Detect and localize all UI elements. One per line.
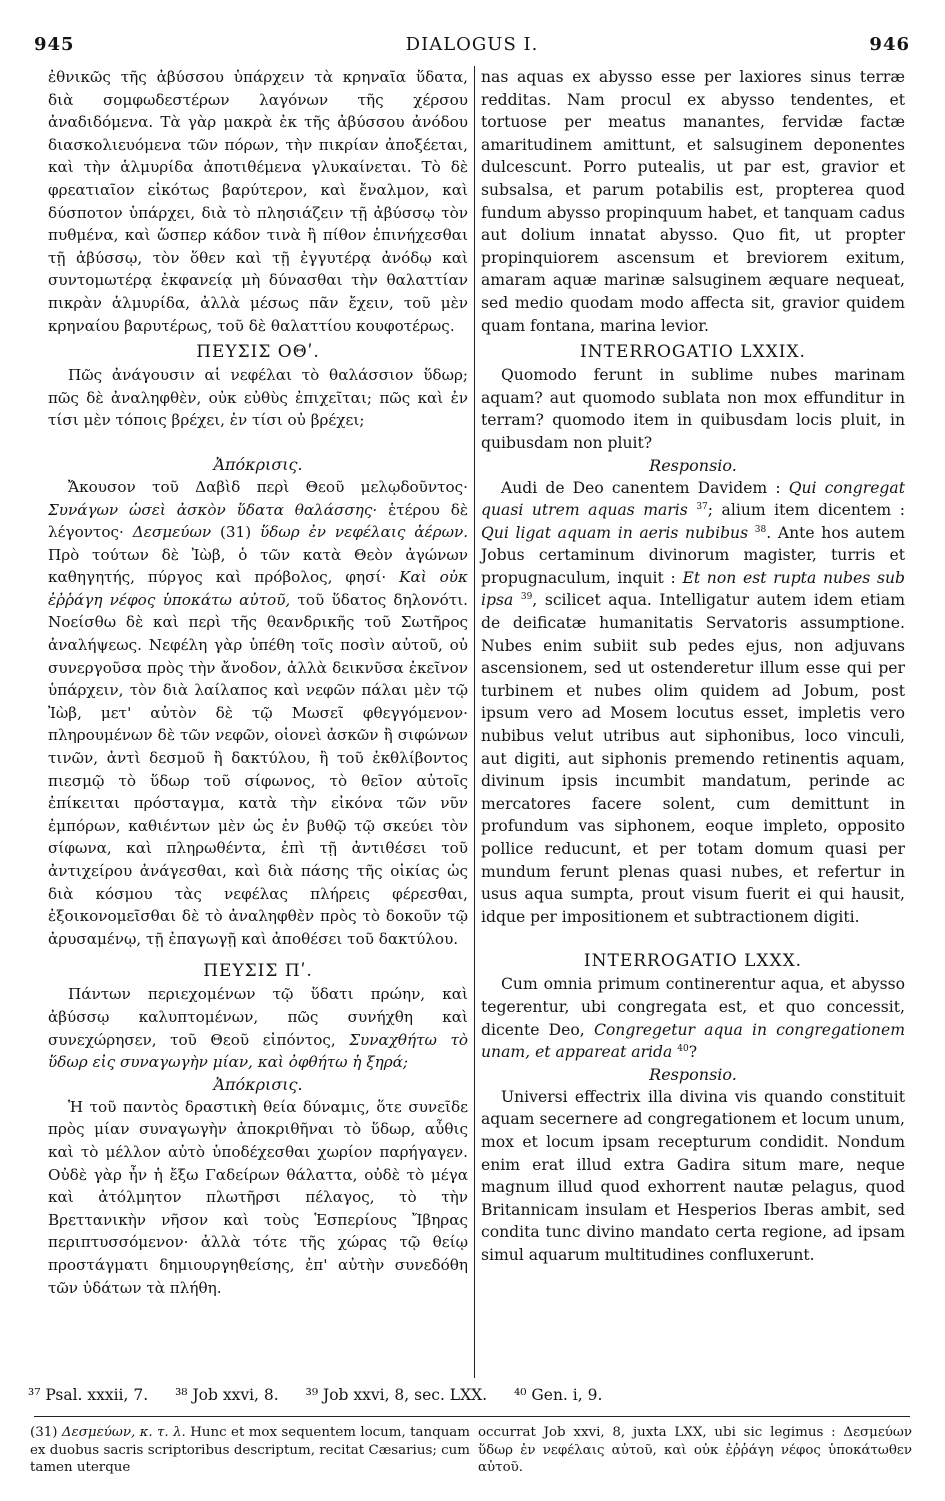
greek-response-79: Ἄκουσον τοῦ Δαβὶδ περὶ Θεοῦ μελῳδοῦντος· Συνάγων ὡσεὶ ἀσκὸν ὕδατα θαλάσσης· ἑτέρου δὲ λέγοντος· Δεσμεύων (31) ὕδωρ ἐν νεφέλαις ἀέρων. Πρὸ τούτων δὲ Ἰὼβ, ὁ τῶν κατὰ Θεὸν ἀγώνων καθηγητής, πύργος καὶ πρόβολος, φησί· Καὶ οὐκ ἐῤῥάγη νέφος ὑποκάτω αὐτοῦ, τοῦ ὕδατος δηλονότι. Νοείσθω δὲ καὶ περὶ τῆς θεανδρικῆς τοῦ Σωτῆρος ἀναλήψεως. Νεφέλη γὰρ ὑπέθη τοῖς ποσὶν αὐτοῦ, οὐ συνεργοῦσα πρὸς τὴν ἄνοδον, ἀλλὰ δεικνῦσα ἐκεῖνον ὑπάρχειν, τὸν διὰ λαίλαπος καὶ νεφῶν πάλαι μὲν τῷ Ἰὼβ, μετ' αὐτὸν δὲ τῷ Μωσεῖ φθεγγόμενον· πληρουμένων δὲ τῶν νεφῶν, οἱονεὶ ἀσκῶν ἢ σιφώνων τινῶν, ἀντὶ δεσμοῦ ἢ δακτύλου, ἢ τοῦ ἐκθλίβοντος πιεσμῷ τὸ ὕδωρ τοῦ σίφωνος, τὸ θεῖον αὐτοῖς ἐπίκειται πρόσταγμα, κατὰ τὴν εἰκόνα τῶν νῦν ἐμπόρων, καθιέντων μὲν ὡς ἐν βυθῷ τῷ σκεύει τὸν σίφωνα, καὶ πληρωθέντα, ἐπὶ τῇ ἀντιθέσει τοῦ ἀντιχείρου ἀνάγεσθαι, καὶ διὰ πάσης τῆς οἰκίας ὡς διὰ κόσμου τὰς νεφέλας πλήρεις φέρεσθαι, ἐξοικονομεῖσθαι δὲ τὸ ἀναληφθὲν πρὸς τὸ δοκοῦν τῷ ἀρυσαμένῳ, τῇ ἐπαγωγῇ καὶ ἀποθέσει τοῦ δακτύλου. [48, 477, 469, 948]
footnote-ref-37: 37 [696, 501, 708, 512]
latin-question-80: Cum omnia primum continerentur aqua, et abysso tegerentur, ubi congregata est, et quo concessit, dicente Deo, Congregetur aqua in congregationem unam, et appareat arida $^{40}$? [481, 975, 905, 1062]
note-text: Hunc et mox sequentem locum, tanquam ex duobus sacris scriptoribus descriptum, recitat Cæsarius; cum tamen uterque [30, 1425, 470, 1475]
note-text-continued: occurrat Job xxvi, 8, juxta LXX, ubi sic legimus : [478, 1425, 836, 1440]
note-greek-quote: Δεσμεύων ὕδωρ ἐν νεφέλαις αὐτοῦ, καὶ οὐκ ἐῤῥάγη νέφος ὑποκάτωθεν αὐτοῦ. [478, 1425, 912, 1475]
latin-column [481, 66, 905, 1267]
greek-question-80-heading: ΠΕΥΣΙΣ Πʹ. [203, 961, 313, 982]
footnote-38: ³⁸ Job xxvi, 8. [175, 1386, 279, 1404]
page-number-left: 945 [34, 34, 75, 55]
scripture-footnotes [28, 1386, 918, 1404]
note-lemma: Δεσμεύων, κ. τ. λ. [61, 1425, 186, 1440]
footnote-39: ³⁹ Job xxvi, 8, sec. LXX. [305, 1386, 488, 1404]
greek-question-79: Πῶς ἀνάγουσιν αἱ νεφέλαι τὸ θαλάσσιον ὕδωρ; πῶς δὲ ἀναληφθὲν, οὐκ εὐθὺς ἐπιχεῖται; πῶς καὶ ἐν τίσι μὲν τόποις βρέχει, ἐν τίσι οὐ βρέχει; [48, 366, 468, 430]
greek-question-79-heading: ΠΕΥΣΙΣ ΟΘʹ. [196, 342, 320, 363]
greek-question-80: Πάντων περιεχομένων τῷ ὕδατι πρώην, καὶ ἀβύσσῳ καλυπτομένων, πῶς συνήχθη καὶ συνεχώρησεν, τοῦ Θεοῦ εἰπόντος, Συναχθήτω τὸ ὕδωρ εἰς συναγωγὴν μίαν, καὶ ὀφθήτω ἡ ξηρά; [48, 985, 468, 1072]
latin-question-79-heading: INTERROGATIO LXXIX. [580, 342, 806, 363]
latin-response-79: Audi de Deo canentem Davidem : Qui congregat quasi utrem aquas maris $^{37}$; alium item dicentem : Qui ligat aquam in aeris nubibus $^{38}$. Ante hos autem Jobus certaminum divinorum magister, turris et propugnaculum, inquit : Et non est rupta nubes sub ipsa $^{39}$, scilicet aqua. Intelligatur autem idem etiam de deificatæ humanitatis Servatoris assumptione. Nubes enim subiit sub pedes ejus, non adjuvans ascensionem, sed ut ostenderetur illum esse qui per turbinem et nubes olim quidem ad Jobum, post ipsum vero ad Mosem locutus esset, impletis vero nubibus velut utribus aut siphonibus, loco vinculi, aut digiti, aut siphonis premendo retinentis aquam, divinum ipsis incumbit mandatum, perinde ac mercatores facere solent, cum demittunt in profundum vas siphonem, eoque impleto, opposito pollice reducunt, et per totam domum quasi per mundum ferunt plenas quasi nubes, et refertur in usus aqua sumpta, prout visum fuerit ei qui hausit, idque per impositionem et subtractionem digiti. [481, 478, 905, 926]
footnote-40: ⁴⁰ Gen. i, 9. [514, 1386, 603, 1404]
editor-note-31 [30, 1424, 470, 1477]
footnote-ref-39: 39 [520, 592, 533, 603]
latin-question-80-heading: INTERROGATIO LXXX. [583, 951, 803, 972]
latin-response-80: Universi effectrix illa divina vis quando constituit aquam secernere ad congregationem et locum unum, mox et locum ipsam recepturum condidit. Nondum enim erat illud extra Gadira situm mare, neque magnum illud quod exhorrent nautæ pelagus, quod Britannicam insulam et Hesperios Iberas ambit, sed condita tunc divino mandato certa regione, ad ipsam simul aquarum multitudines confluxerunt. [481, 1087, 905, 1264]
footnote-ref-40: 40 [677, 1043, 689, 1054]
greek-response-80-label: Ἀπόκρισις. [213, 1074, 303, 1094]
latin-response-80-label: Responsio. [649, 1064, 737, 1084]
footnote-ref-38: 38 [754, 524, 767, 535]
latin-paragraph-continued: nas aquas ex abysso esse per laxiores sinus terræ redditas. Nam procul ex abysso tendentes, et tortuose per meatus manantes, fervidæ factæ amaritudinem amittunt, et salsuginem deponentes dulcescunt. Porro putealis, ut par est, gravior et subsalsa, et parum potabilis est, propterea quod fundum abysso propinquum habet, et tanquam cadus aut dolium innatat abysso. Quo fit, ut propter propinquiorem ascensum et breviorem exitum, amaram aquæ marinæ salsuginem æquare nequeat, sed medio quodam modo affecta sit, gravior quidem quam fontana, marina levior. [481, 68, 905, 335]
notes-divider [34, 1416, 910, 1417]
latin-question-79: Quomodo ferunt in sublime nubes marinam aquam? aut quomodo sublata non mox effunditur in terram? quomodo item in quibusdam locis pluit, in quibusdam non pluit? [481, 366, 905, 452]
footnote-37: ³⁷ Psal. xxxii, 7. [28, 1386, 149, 1404]
greek-response-80: Ἡ τοῦ παντὸς δραστικὴ θεία δύναμις, ὅτε συνεῖδε πρὸς μίαν συναγωγὴν ἀποκριθῆναι τὸ ὕδωρ, αὖθις καὶ τὸ μέλλον αὐτὸ ὑποδέχεσθαι χωρίον παρήγαγεν. Οὐδὲ γὰρ ἦν ἡ ἔξω Γαδείρων θάλαττα, οὐδὲ τὸ μέγα καὶ ἀτόλμητον πλωτῆρσι πέλαγος, τὸ τὴν Βρεττανικὴν νῆσον καὶ τοὺς Ἑσπερίους Ἴβηρας περιπτυσσόμενον· ἀλλὰ τότε τῆς χώρας τῷ θείῳ προστάγματι δημιουργηθείσης, ἐπ' αὐτὴν συνεδόθη τῶν ὑδάτων τὰ πλήθη. [48, 1097, 468, 1297]
editor-note-31-continued [478, 1424, 912, 1477]
note-number: (31) [30, 1425, 58, 1440]
running-header [34, 34, 910, 60]
greek-column [48, 66, 468, 1299]
greek-response-79-label: Ἀπόκρισις. [213, 454, 303, 474]
greek-paragraph-continued: ἐθνικῶς τῆς ἀβύσσου ὑπάρχειν τὰ κρηναῖα ὕδατα, διὰ σομφωδεστέρων λαγόνων τῆς χέρσου ἀναδιδόμενα. Τὰ γὰρ μακρὰ ἐκ τῆς ἀβύσσου ἀνόδου διασκολιευόμενα τῶν πόρων, τὴν πικρίαν ἀποξέεται, καὶ τὴν ἁλμυρίδα ἀποτιθέμενα γλυκαίνεται. Τὸ δὲ φρεατιαῖον εἰκότως βαρύτερον, καὶ ἔναλμον, καὶ δύσποτον ὑπάρχει, διὰ τὸ πλησιάζειν τῇ ἀβύσσῳ τὸν πυθμένα, καὶ ὥσπερ κάδον τινὰ ἢ πίθον ἐπινήχεσθαι τῇ ἀβύσσῳ, τὸν ὅθεν καὶ τῇ ἐγγυτέρᾳ ἀνόδῳ καὶ συντομωτέρᾳ ἐκφανείᾳ μὴ δύνασθαι τὴν θαλαττίαν πικρὰν ἁλμυρίδα, ἀλλὰ μέσως πᾶν ἔχειν, τοῦ μὲν κρηναίου βαρυτέρως, τοῦ δὲ θαλαττίου κουφοτέρως. [48, 68, 468, 335]
latin-response-79-label: Responsio. [649, 455, 737, 475]
page-number-right: 946 [869, 34, 910, 55]
column-divider [474, 66, 475, 1378]
running-title: DIALOGUS I. [405, 34, 539, 55]
